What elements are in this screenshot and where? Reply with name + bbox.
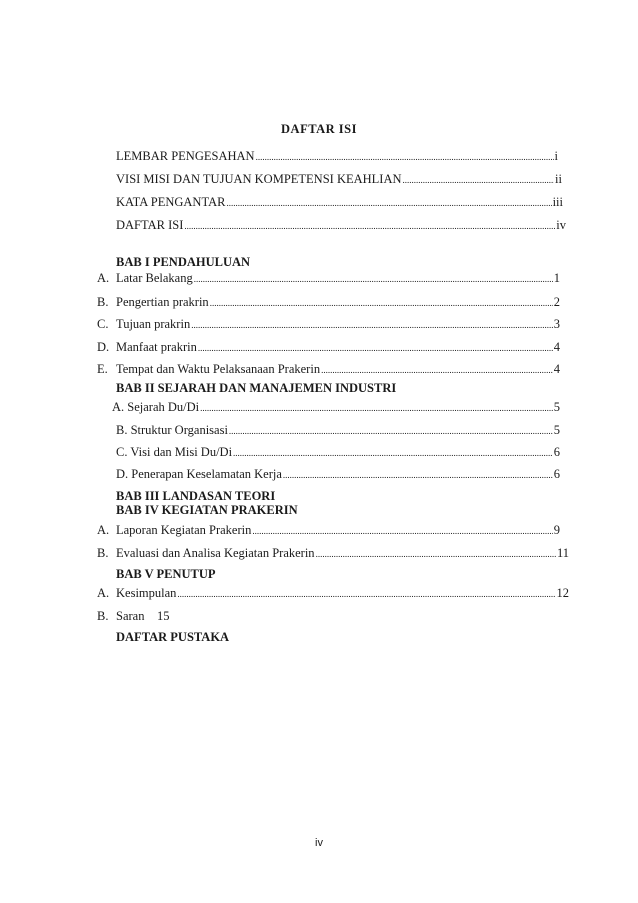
toc-entry-label: Manfaat prakrin <box>116 340 197 354</box>
toc-entry-label: Tujuan prakrin <box>116 317 191 331</box>
toc-entry-label: DAFTAR ISI <box>116 218 184 232</box>
toc-entry-marker: D. <box>97 340 110 354</box>
toc-entry-label: Kesimpulan <box>116 586 177 600</box>
toc-entry <box>97 271 560 287</box>
toc-entry <box>97 362 560 378</box>
leader-dots <box>252 524 552 539</box>
chapter-heading: BAB IV KEGIATAN PRAKERIN <box>116 503 298 517</box>
toc-entry <box>116 423 560 439</box>
toc-entry <box>97 523 560 539</box>
toc-entry-page: 4 <box>553 340 560 354</box>
toc-entry-label: Latar Belakang <box>116 271 193 285</box>
leader-dots <box>321 363 553 378</box>
leader-dots <box>191 318 553 333</box>
toc-entry <box>97 295 560 311</box>
toc-entry-label: Evaluasi dan Analisa Kegiatan Prakerin <box>116 546 315 560</box>
leader-dots <box>283 468 553 483</box>
chapter-heading: BAB I PENDAHULUAN <box>116 255 251 269</box>
toc-entry <box>97 317 560 333</box>
toc-entry <box>116 195 563 211</box>
toc-entry-label: VISI MISI DAN TUJUAN KOMPETENSI KEAHLIAN <box>116 172 402 186</box>
toc-entry-page: 11 <box>556 546 569 560</box>
leader-dots <box>316 547 556 562</box>
toc-entry <box>97 586 569 602</box>
page-title: DAFTAR ISI <box>281 122 357 136</box>
toc-entry-marker: A. <box>97 271 110 285</box>
toc-entry-page: 12 <box>556 586 569 600</box>
leader-dots <box>226 196 551 211</box>
toc-entry-page: iii <box>552 195 563 209</box>
toc-entry-page: 6 <box>553 467 560 481</box>
chapter-heading: BAB III LANDASAN TEORI <box>116 489 276 503</box>
toc-entry-marker: A. <box>97 586 110 600</box>
toc-entry-marker: B. <box>97 546 109 560</box>
toc-entry <box>97 546 569 562</box>
toc-entry-label: D. Penerapan Keselamatan Kerja <box>116 467 282 481</box>
leader-dots <box>256 150 554 165</box>
leader-dots <box>184 219 555 234</box>
leader-dots <box>200 401 553 416</box>
toc-entry-page: 4 <box>553 362 560 376</box>
toc-entry-page: iv <box>556 218 566 232</box>
toc-entry <box>116 467 560 483</box>
toc-entry-page: 9 <box>553 523 560 537</box>
toc-entry-page: 5 <box>553 400 560 414</box>
toc-entry-page: 2 <box>553 295 560 309</box>
chapter-heading: DAFTAR PUSTAKA <box>116 630 230 644</box>
toc-entry <box>97 340 560 356</box>
toc-entry-page: i <box>554 149 558 163</box>
toc-entry <box>116 445 560 461</box>
toc-entry <box>97 609 169 624</box>
leader-dots <box>210 296 553 311</box>
toc-entry <box>116 149 558 165</box>
toc-entry-label: Tempat dan Waktu Pelaksanaan Prakerin <box>116 362 321 376</box>
leader-dots <box>177 587 555 602</box>
chapter-heading: BAB V PENUTUP <box>116 567 216 581</box>
toc-entry-page: 5 <box>553 423 560 437</box>
toc-entry-marker: A. <box>97 523 110 537</box>
toc-entry-marker: C. <box>97 317 109 331</box>
leader-dots <box>403 173 555 188</box>
leader-dots <box>194 272 553 287</box>
toc-entry-page: 1 <box>553 271 560 285</box>
toc-entry-page: ii <box>555 172 562 186</box>
toc-entry-label: Laporan Kegiatan Prakerin <box>116 523 252 537</box>
toc-entry-marker: B. <box>97 609 109 623</box>
toc-entry <box>116 218 566 234</box>
toc-entry <box>116 172 562 188</box>
toc-entry <box>112 400 560 416</box>
toc-entry-marker: B. <box>97 295 109 309</box>
toc-entry-label: C. Visi dan Misi Du/Di <box>116 445 233 459</box>
toc-entry-page: 3 <box>553 317 560 331</box>
toc-entry-marker: E. <box>97 362 108 376</box>
leader-dots <box>198 341 553 356</box>
chapter-heading: BAB II SEJARAH DAN MANAJEMEN INDUSTRI <box>116 381 397 395</box>
toc-entry-label: KATA PENGANTAR <box>116 195 226 209</box>
toc-entry-label: LEMBAR PENGESAHAN <box>116 149 255 163</box>
toc-entry-label: A. Sejarah Du/Di <box>112 400 200 414</box>
toc-entry-page: 6 <box>553 445 560 459</box>
page-number: iv <box>315 837 323 849</box>
toc-entry-label: B. Struktur Organisasi <box>116 423 228 437</box>
toc-entry-label: Saran 15 <box>116 609 170 623</box>
leader-dots <box>229 424 553 439</box>
toc-entry-label: Pengertian prakrin <box>116 295 209 309</box>
leader-dots <box>233 446 553 461</box>
